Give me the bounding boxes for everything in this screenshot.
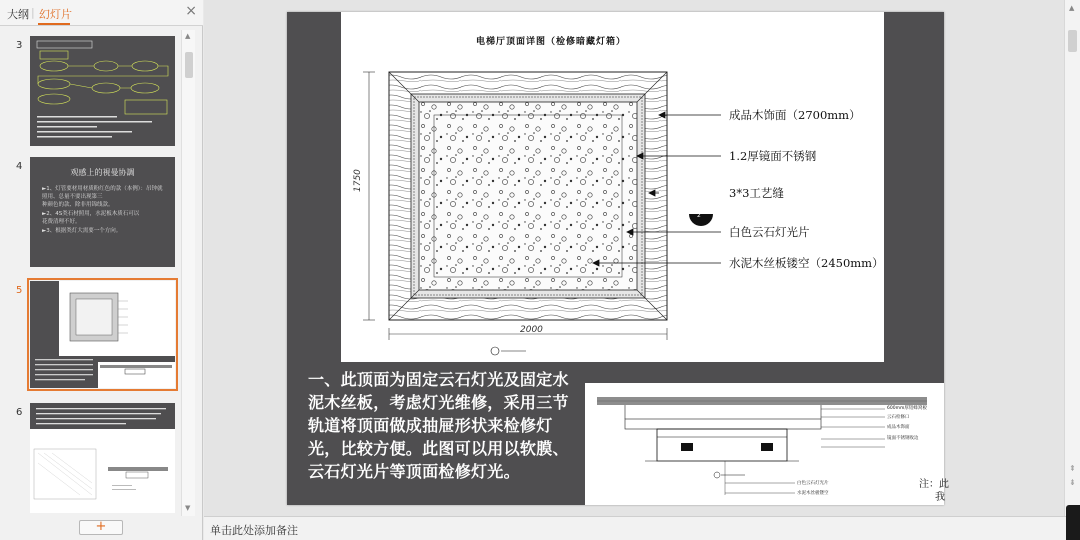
notes-pane[interactable] bbox=[204, 516, 1066, 540]
add-slide-button[interactable]: + bbox=[79, 520, 123, 535]
section-label: 成品木饰面 bbox=[887, 425, 910, 430]
callout-wood-wool-board: 水泥木丝板镂空（2450mm） bbox=[729, 256, 884, 270]
current-slide-thumbnail-image bbox=[30, 281, 175, 388]
svg-text:2: 2 bbox=[697, 212, 701, 219]
scroll-up-icon[interactable]: ▲ bbox=[185, 32, 191, 40]
active-tab-indicator bbox=[38, 23, 70, 25]
dimension-height: 1750 bbox=[353, 169, 363, 192]
close-icon[interactable]: × bbox=[185, 3, 197, 19]
tab-slides[interactable]: 幻灯片 bbox=[39, 8, 72, 21]
section-label: 600mm厚铝蜂窝板 bbox=[887, 406, 927, 411]
section-detail-drawing[interactable] bbox=[585, 383, 949, 505]
ceiling-plan-graphic bbox=[341, 12, 884, 362]
scroll-down-icon[interactable]: ▼ bbox=[185, 504, 191, 512]
slide-body-text[interactable]: 一、此顶面为固定云石灯光及固定水泥木丝板，考虑灯光维修，采用三节轨道将顶面做成抽屉形状来检修灯光，比较方便。此图可以用以软膜、云石灯光片等顶面检修灯光。 bbox=[308, 370, 569, 481]
ceiling-detail-drawing[interactable] bbox=[341, 12, 884, 362]
tab-outline[interactable]: 大纲 bbox=[7, 8, 29, 21]
thumbnail-text-line: ►1、灯管要材用材质粉红色的款（本例）：吊钟就照用、总量不要出现第三 bbox=[42, 186, 163, 200]
previous-slide-icon[interactable]: ⇞ bbox=[1069, 464, 1076, 473]
vertical-scrollbar[interactable] bbox=[1064, 0, 1080, 516]
slide-number-active: 5 bbox=[16, 285, 23, 296]
slide-number: 4 bbox=[16, 161, 23, 172]
slide-number: 6 bbox=[16, 407, 23, 418]
section-label: 水泥木丝板镂空 bbox=[797, 491, 829, 496]
callout-stainless-steel: 1.2厚镜面不锈钢 bbox=[729, 149, 817, 163]
drawing-title: 电梯厅顶面详图（检修暗藏灯箱） bbox=[476, 37, 627, 47]
thumbnail-scrollbar[interactable] bbox=[181, 30, 195, 516]
section-graphic bbox=[585, 383, 944, 505]
next-slide-icon[interactable]: ⇟ bbox=[1069, 478, 1076, 487]
dimension-width: 2000 bbox=[520, 325, 543, 335]
slide-number: 3 bbox=[16, 40, 23, 51]
thumbnail-text-line: 花费清理不好。 bbox=[42, 219, 81, 225]
slide-thumbnail-3[interactable] bbox=[30, 36, 175, 146]
section-label: 白色云石灯光片 bbox=[797, 481, 829, 486]
slide-thumbnail-4[interactable] bbox=[30, 157, 175, 267]
callout-wood-veneer: 成品木饰面（2700mm） bbox=[729, 108, 861, 122]
callout-groove: 3*3工艺缝 bbox=[729, 186, 784, 200]
slide-thumbnail-6[interactable] bbox=[30, 403, 175, 513]
window-corner bbox=[1066, 505, 1080, 540]
scroll-up-icon[interactable]: ▲ bbox=[1069, 4, 1075, 12]
section-label: 镜面不锈钢收边 bbox=[887, 436, 919, 441]
note-text: 注：此 bbox=[919, 479, 949, 490]
slide-thumbnail-5[interactable] bbox=[30, 281, 175, 388]
callout-marble-light-panel: 白色云石灯光片 bbox=[729, 225, 810, 239]
thumbnail-text-line: 种颜色的款、除非用锦线款。 bbox=[42, 202, 114, 208]
thumbnail-text-line: ►2、4S类石材照用，水泥板木质石可以 bbox=[42, 211, 140, 217]
thumbnail-text-line: ►3、根据类灯大需要一个方向。 bbox=[42, 228, 122, 234]
thumbnail-title: 观感上的視曼协調 bbox=[70, 168, 135, 177]
tab-separator: | bbox=[31, 6, 35, 19]
note-text-continued: 我 bbox=[935, 492, 945, 503]
flowchart-thumbnail-image bbox=[30, 36, 175, 146]
panel-tabs bbox=[0, 0, 203, 26]
scrollbar-thumb[interactable] bbox=[1068, 30, 1077, 52]
slide-thumbnail-panel bbox=[0, 0, 203, 540]
scrollbar-thumb[interactable] bbox=[185, 52, 193, 78]
notes-placeholder[interactable]: 单击此处添加备注 bbox=[210, 524, 298, 537]
section-label: 云石检修口 bbox=[887, 415, 910, 420]
slide-6-thumbnail-image bbox=[30, 403, 175, 513]
